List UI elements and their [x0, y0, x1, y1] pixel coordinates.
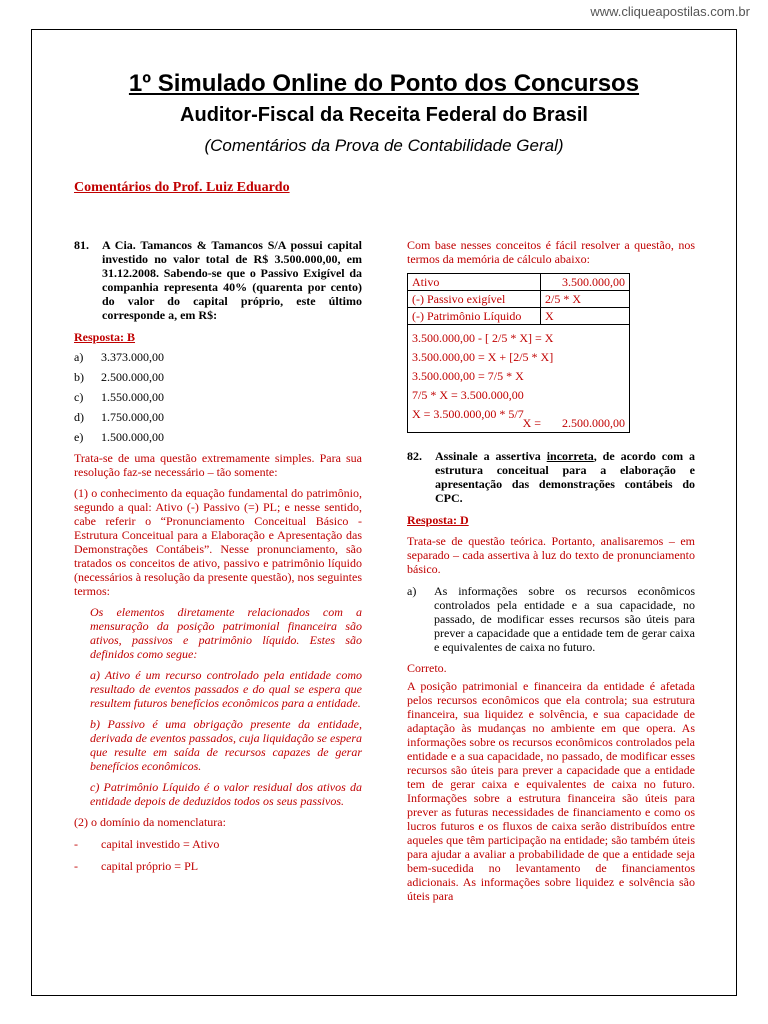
verdict: Correto. [407, 661, 447, 675]
answer-label: Resposta: B [74, 330, 136, 344]
table-row: (-) Passivo exigível 2/5 * X [408, 291, 630, 308]
quote-paragraph: Os elementos diretamente relacionados com a mensuração da posição patrimonial financeira são ativos, passivos e patrimônio líquido. Estes são definidos como segue: [90, 605, 362, 661]
page-title: 1º Simulado Online do Ponto dos Concursos [128, 70, 640, 97]
right-column [407, 238, 695, 903]
option-e: e) 1.500.000,00 [74, 430, 164, 444]
option-d: d) 1.750.000,00 [74, 410, 164, 424]
calc-line: 3.500.000,00 - [ 2/5 * X] = X [412, 331, 554, 345]
quote-paragraph: c) Patrimônio Líquido é o valor residual dos ativos da entidade depois de deduzidos todos os seus passivos. [90, 780, 362, 808]
question-number: 81. [74, 238, 89, 252]
page-subject: (Comentários da Prova de Contabilidade Geral) [204, 136, 564, 155]
comment-paragraph: (1) o conhecimento da equação fundamental do patrimônio, segundo a qual: Ativo (-) Passivo (=) PL; e nesse sentido, cabe referir o “Pronunciamento Conceitual Básico - Estrutura Conceitual para a Elaboração e Apresentação das Demonstrações Contábeis”. Nesse pronunciamento, são tratados os conceitos de ativo, passivo e patrimônio líquido (necessários à resolução da presente questão), nos seguintes termos: [74, 486, 362, 598]
quote-paragraph: b) Passivo é uma obrigação presente da entidade, derivada de eventos passados, cuja liquidação se espera que resulte em saída de recursos capazes de gerar benefícios econômicos. [90, 717, 362, 773]
comment-paragraph: Trata-se de uma questão extremamente simples. Para sua resolução faz-se necessário – tão somente: [74, 451, 362, 479]
option-a: a) 3.373.000,00 [74, 350, 164, 364]
left-column [74, 238, 362, 873]
calculation-box [407, 325, 630, 433]
question-82 [407, 449, 695, 505]
comment-paragraph: (2) o domínio da nomenclatura: [74, 815, 226, 829]
quote-paragraph: a) Ativo é um recurso controlado pela entidade como resultado de eventos passados e do qual se espera que resultem futuros benefícios econômicos para a entidade. [90, 668, 362, 710]
question-text: A Cia. Tamancos & Tamancos S/A possui capital investido no valor total de R$ 3.500.000,00, em 31.12.2008. Sabendo-se que o Passivo Exigível da companhia representa 40% (quarenta por cento) do valor do capital próprio, este último corresponde a, em R$: [102, 238, 362, 322]
calc-line: 7/5 * X = 3.500.000,00 [412, 388, 524, 402]
calc-line: X = 3.500.000,00 * 5/7 [412, 407, 524, 421]
list-item: - capital próprio = PL [74, 859, 199, 873]
table-row: Ativo 3.500.000,00 [408, 274, 630, 291]
calc-result: X = 2.500.000,00 [522, 416, 625, 430]
comment-paragraph: Trata-se de questão teórica. Portanto, analisaremos – em separado – cada assertiva à luz do texto de pronunciamento básico. [407, 534, 695, 576]
page-subtitle: Auditor-Fiscal da Receita Federal do Brasil [180, 104, 588, 126]
calculation-table [407, 273, 630, 325]
calc-line: 3.500.000,00 = 7/5 * X [412, 369, 524, 383]
site-url[interactable]: www.cliqueapostilas.com.br [590, 4, 750, 19]
option-b: b) 2.500.000,00 [74, 370, 164, 384]
comment-paragraph: Com base nesses conceitos é fácil resolver a questão, nos termos da memória de cálculo abaixo: [407, 238, 695, 266]
question-text: Assinale a assertiva incorreta, de acordo com a estrutura conceitual para a elaboração e apresentação das demonstrações contábeis do CPC. [435, 449, 696, 505]
assertion-a: a) As informações sobre os recursos econômicos controlados pela entidade e a sua capacidade, no passado, de modificar esses recursos são úteis para prever a capacidade que a entidade tem de gerar caixa e equivalentes de caixa no futuro. [407, 584, 695, 654]
question-number: 82. [407, 449, 422, 463]
comment-paragraph: A posição patrimonial e financeira da entidade é afetada pelos recursos econômicos que ela controla; sua estrutura financeira, sua liquidez e solvência, e sua capacidade de adaptação às mudanças no ambiente em que opera. As informações sobre os recursos econômicos controlados pela entidade e a sua capacidade, no passado, de modificar esses recursos são úteis para prever a capacidade que a entidade tem de gerar caixa e equivalentes de caixa no futuro. Informações sobre a estrutura financeira são úteis para prever as futuras necessidades de financiamento e como os lucros futuros e os fluxos de caixa serão distribuídos entre aqueles que têm participação na entidade; são também úteis para ajudar a avaliar a probabilidade de que a entidade seja bem-sucedida no levantamento de financiamentos adicionais. As informações sobre liquidez e solvência são úteis para [407, 679, 695, 903]
professor-heading: Comentários do Prof. Luiz Eduardo [74, 180, 290, 195]
calc-line: 3.500.000,00 = X + [2/5 * X] [412, 350, 554, 364]
option-c: c) 1.550.000,00 [74, 390, 164, 404]
answer-label: Resposta: D [407, 513, 469, 527]
question-81 [74, 238, 362, 322]
table-row: (-) Patrimônio Líquido X [408, 308, 630, 325]
list-item: - capital investido = Ativo [74, 837, 220, 851]
